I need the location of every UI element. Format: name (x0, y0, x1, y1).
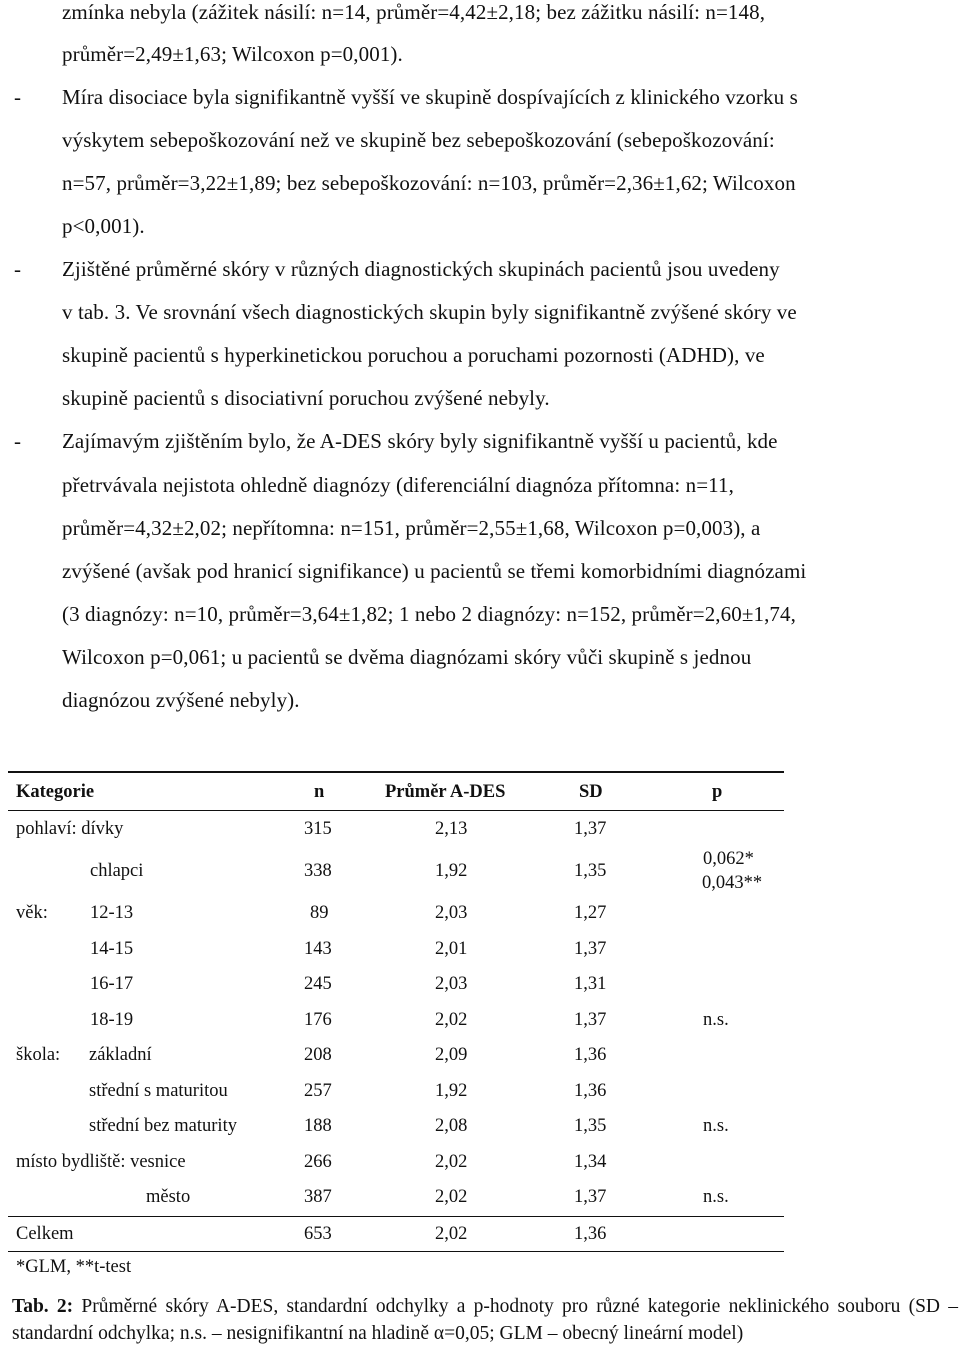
row-label: 12-13 (90, 903, 134, 923)
text-line: diagnózou zvýšené nebyly). (62, 688, 300, 712)
row-label: 16-17 (90, 974, 134, 994)
cell-sd: 1,37 (574, 1187, 607, 1207)
total-n: 653 (304, 1224, 332, 1244)
text-line: skupině pacientů s hyperkinetickou poruchou a poruchami pozornosti (ADHD), ve (62, 343, 765, 367)
text-line: n=57, průměr=3,22±1,89; bez sebepoškozování: n=103, průměr=2,36±1,62; Wilcoxon (62, 171, 796, 195)
cell-n: 143 (304, 939, 332, 959)
row-label: město (146, 1187, 191, 1207)
cell-n: 89 (310, 903, 329, 923)
p-value-gender-ttest: 0,043** (702, 873, 763, 893)
table-bottom-rule (8, 1251, 784, 1252)
bullet-dash: - (14, 429, 21, 453)
text-line: průměr=2,49±1,63; Wilcoxon p=0,001). (62, 42, 403, 66)
cell-mean: 2,09 (435, 1045, 468, 1065)
text-line: v tab. 3. Ve srovnání všech diagnostických skupin byly signifikantně zvýšené skóry ve (62, 300, 797, 324)
total-mean: 2,02 (435, 1224, 468, 1244)
cell-sd: 1,37 (574, 939, 607, 959)
row-label: 14-15 (90, 939, 134, 959)
cell-mean: 1,92 (435, 1081, 468, 1101)
cell-sd: 1,36 (574, 1081, 607, 1101)
text-line: Zjištěné průměrné skóry v různých diagnostických skupinách pacientů jsou uvedeny (62, 257, 780, 281)
cell-sd: 1,35 (574, 861, 607, 881)
text-line: průměr=4,32±2,02; nepřítomna: n=151, průměr=2,55±1,68, Wilcoxon p=0,003), a (62, 516, 761, 540)
row-label: vesnice (130, 1152, 186, 1172)
table-total-rule (8, 1216, 784, 1217)
text-line: Zajímavým zjištěním bylo, že A-DES skóry byly signifikantně vyšší u pacientů, kde (62, 429, 778, 453)
table-caption (12, 1293, 958, 1347)
total-sd: 1,36 (574, 1224, 607, 1244)
text-line: přetrvávala nejistota ohledně diagnózy (diferenciální diagnóza přítomna: n=11, (62, 473, 734, 497)
cell-sd: 1,27 (574, 903, 607, 923)
cell-mean: 2,13 (435, 819, 468, 839)
cell-mean: 2,08 (435, 1116, 468, 1136)
table-footnote: *GLM, **t-test (16, 1257, 132, 1277)
table-top-rule (8, 771, 784, 773)
total-label: Celkem (16, 1224, 74, 1244)
header-sd: SD (579, 782, 603, 802)
row-label: chlapci (90, 861, 144, 881)
bullet-dash: - (14, 257, 21, 281)
cell-sd: 1,31 (574, 974, 607, 994)
text-line: výskytem sebepoškozování než ve skupině bez sebepoškozování (sebepoškozování: (62, 128, 775, 152)
cell-n: 208 (304, 1045, 332, 1065)
row-label: 18-19 (90, 1010, 134, 1030)
cell-mean: 2,01 (435, 939, 468, 959)
cell-sd: 1,37 (574, 1010, 607, 1030)
row-group-label: místo bydliště: (16, 1152, 126, 1172)
cell-sd: 1,34 (574, 1152, 607, 1172)
row-group (16, 819, 123, 840)
row-label: základní (89, 1045, 152, 1065)
cell-mean: 1,92 (435, 861, 468, 881)
text-line: zmínka nebyla (zážitek násilí: n=14, průměr=4,42±2,18; bez zážitku násilí: n=148, (62, 0, 766, 24)
cell-n: 387 (304, 1187, 332, 1207)
cell-n: 257 (304, 1081, 332, 1101)
row-group-label: škola: (16, 1045, 61, 1065)
cell-sd: 1,35 (574, 1116, 607, 1136)
header-category: Kategorie (16, 782, 95, 802)
cell-n: 188 (304, 1116, 332, 1136)
cell-n: 338 (304, 861, 332, 881)
cell-sd: 1,36 (574, 1045, 607, 1065)
text-line: Míra disociace byla signifikantně vyšší ve skupině dospívajících z klinického vzorku s (62, 85, 798, 109)
row-label: střední bez maturity (89, 1116, 237, 1136)
row-group (16, 1152, 186, 1173)
bullet-dash: - (14, 85, 21, 109)
header-n: n (314, 782, 325, 802)
caption-text: Průměrné skóry A-DES, standardní odchylky a p-hodnoty pro různé kategorie neklinického souboru (SD – standardní odchylka; n.s. – nesignifikantní na hladině α=0,05; GLM – obecný lineární model) (12, 1296, 958, 1344)
cell-n: 245 (304, 974, 332, 994)
row-label: dívky (81, 819, 124, 839)
row-group-label: pohlaví: (16, 819, 77, 839)
cell-n: 176 (304, 1010, 332, 1030)
cell-mean: 2,03 (435, 903, 468, 923)
cell-mean: 2,02 (435, 1010, 468, 1030)
cell-mean: 2,02 (435, 1187, 468, 1207)
row-group-label: věk: (16, 903, 48, 923)
header-p: p (712, 782, 723, 802)
table-header-rule (8, 810, 784, 811)
p-value-gender-glm: 0,062* (703, 849, 754, 869)
cell-sd: 1,37 (574, 819, 607, 839)
text-line: p<0,001). (62, 214, 145, 238)
header-mean: Průměr A-DES (385, 782, 506, 802)
caption-label: Tab. 2: (12, 1296, 74, 1317)
cell-n: 266 (304, 1152, 332, 1172)
p-value-residence: n.s. (703, 1187, 729, 1207)
cell-mean: 2,03 (435, 974, 468, 994)
cell-n: 315 (304, 819, 332, 839)
p-value-age: n.s. (703, 1010, 729, 1030)
p-value-school: n.s. (703, 1116, 729, 1136)
cell-mean: 2,02 (435, 1152, 468, 1172)
text-line: skupině pacientů s disociativní poruchou zvýšené nebyly. (62, 386, 550, 410)
text-line: (3 diagnózy: n=10, průměr=3,64±1,82; 1 nebo 2 diagnózy: n=152, průměr=2,60±1,74, (62, 602, 796, 626)
text-line: Wilcoxon p=0,061; u pacientů se dvěma diagnózami skóry vůči skupině s jednou (62, 645, 752, 669)
text-line: zvýšené (avšak pod hranicí signifikance) u pacientů se třemi komorbidními diagnózami (62, 559, 807, 583)
row-label: střední s maturitou (89, 1081, 228, 1101)
